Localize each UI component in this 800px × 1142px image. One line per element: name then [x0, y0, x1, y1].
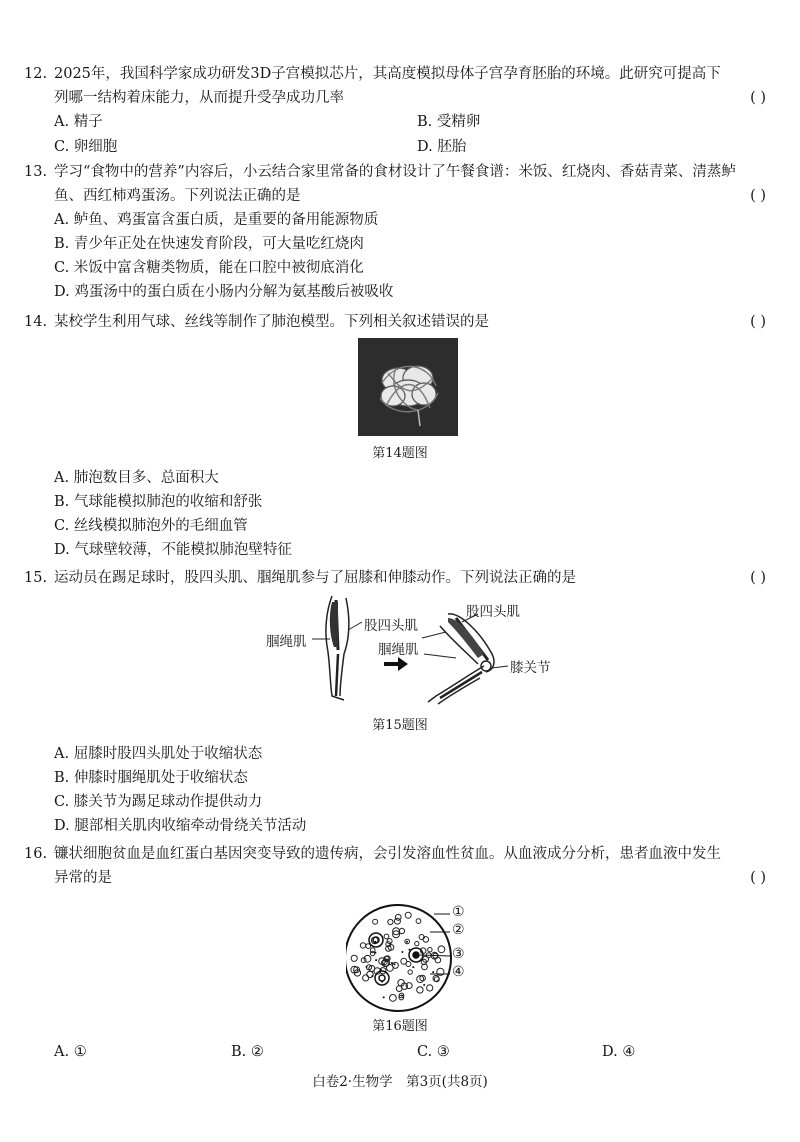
options-row [24, 135, 774, 160]
leg-muscle-figure [260, 592, 560, 710]
answer-bracket[interactable]: ( ) [750, 188, 766, 204]
option-d[interactable]: D. ④ [602, 1044, 636, 1060]
question-number: 16. [24, 846, 48, 862]
platelet [366, 966, 368, 968]
label-hamstring-mid: 腘绳肌 [378, 642, 419, 658]
question-15-options [24, 742, 774, 838]
options-row [24, 110, 774, 135]
option-b[interactable]: B. 伸膝时腘绳肌处于收缩状态 [54, 770, 248, 786]
question-stem-line: 学习“食物中的营养”内容后，小云结合家里常备的食材设计了午餐食谱：米饭、红烧肉、香菇青菜、清蒸鲈 [54, 164, 736, 180]
option-b[interactable]: B. 气球能模拟肺泡的收缩和舒张 [54, 494, 263, 510]
label-knee-joint: 膝关节 [510, 660, 551, 676]
platelet [423, 937, 425, 939]
question-12 [24, 62, 774, 160]
option-c[interactable]: C. 丝线模拟肺泡外的毛细血管 [54, 518, 248, 534]
answer-bracket[interactable]: ( ) [750, 90, 766, 106]
question-number: 12. [24, 66, 48, 82]
figure-caption: 第14题图 [372, 446, 428, 461]
question-stem-line: 镰状细胞贫血是血红蛋白基因突变导致的遗传病，会引发溶血性贫血。从血液成分分析，患者血液中发生 [54, 846, 721, 862]
platelet [423, 984, 425, 986]
option-a[interactable]: A. 肺泡数目多、总面积大 [54, 470, 219, 486]
label-2: ② [452, 922, 465, 938]
option-a[interactable]: A. ① [54, 1044, 87, 1060]
figure-caption: 第15题图 [372, 718, 428, 733]
question-stem-line: 运动员在踢足球时，股四头肌、腘绳肌参与了屈膝和伸膝动作。下列说法正确的是 [54, 570, 576, 586]
option-c[interactable]: C. 膝关节为踢足球动作提供动力 [54, 794, 263, 810]
label-1: ① [452, 904, 465, 920]
platelet [391, 962, 393, 964]
option-b[interactable]: B. ② [231, 1044, 264, 1060]
platelet [406, 941, 408, 943]
platelet [412, 966, 414, 968]
platelet [383, 996, 385, 998]
question-stem-line: 2025年，我国科学家成功研发3D子宫模拟芯片，其高度模拟母体子宫孕育胚胎的环境。此研究可提高下 [54, 66, 721, 82]
label-quadriceps-top: 股四头肌 [466, 604, 520, 620]
platelet [394, 963, 396, 965]
question-16-options [24, 1040, 774, 1065]
question-number: 14. [24, 314, 48, 330]
platelet [371, 975, 373, 977]
option-a[interactable]: A. 屈膝时股四头肌处于收缩状态 [54, 746, 263, 762]
answer-bracket[interactable]: ( ) [750, 870, 766, 886]
answer-bracket[interactable]: ( ) [750, 570, 766, 586]
blood-smear-figure [346, 902, 476, 1014]
question-14 [24, 310, 774, 334]
platelet [375, 959, 377, 961]
option-d[interactable]: D. 腿部相关肌肉收缩牵动骨绕关节活动 [54, 818, 307, 834]
question-stem-line: 某校学生利用气球、丝线等制作了肺泡模型。下列相关叙述错误的是 [54, 314, 489, 330]
page-footer: 白卷2·生物学 第3页(共8页) [312, 1074, 488, 1090]
question-16 [24, 842, 774, 890]
question-number: 13. [24, 164, 48, 180]
question-13 [24, 160, 774, 304]
question-stem-line: 列哪一结构着床能力，从而提升受孕成功几率 [54, 90, 344, 106]
label-quadriceps-mid: 股四头肌 [364, 618, 418, 634]
option-b[interactable]: B. 受精卵 [417, 114, 481, 130]
option-d[interactable]: D. 胚胎 [417, 139, 467, 155]
question-stem-line: 异常的是 [54, 870, 112, 886]
option-a[interactable]: A. 鲈鱼、鸡蛋富含蛋白质，是重要的备用能源物质 [54, 212, 379, 228]
label-3: ③ [452, 946, 465, 962]
question-number: 15. [24, 570, 48, 586]
option-c[interactable]: C. ③ [417, 1044, 450, 1060]
label-hamstring-left: 腘绳肌 [266, 634, 307, 650]
option-d[interactable]: D. 鸡蛋汤中的蛋白质在小肠内分解为氨基酸后被吸收 [54, 284, 394, 300]
question-stem-line: 鱼、西红柿鸡蛋汤。下列说法正确的是 [54, 188, 301, 204]
figure-caption: 第16题图 [372, 1019, 428, 1034]
question-15 [24, 566, 774, 590]
question-14-options [24, 466, 774, 562]
platelet [374, 952, 376, 954]
option-c[interactable]: C. 卵细胞 [54, 139, 118, 155]
alveolus-model-photo [358, 338, 458, 436]
label-4: ④ [452, 964, 465, 980]
platelet [401, 951, 403, 953]
option-a[interactable]: A. 精子 [54, 114, 103, 130]
answer-bracket[interactable]: ( ) [750, 314, 766, 330]
platelet [432, 971, 434, 973]
option-d[interactable]: D. 气球壁较薄，不能模拟肺泡壁特征 [54, 542, 292, 558]
platelet [401, 995, 403, 997]
option-b[interactable]: B. 青少年正处在快速发育阶段，可大量吃红烧肉 [54, 236, 364, 252]
option-c[interactable]: C. 米饭中富含糖类物质，能在口腔中被彻底消化 [54, 260, 364, 276]
